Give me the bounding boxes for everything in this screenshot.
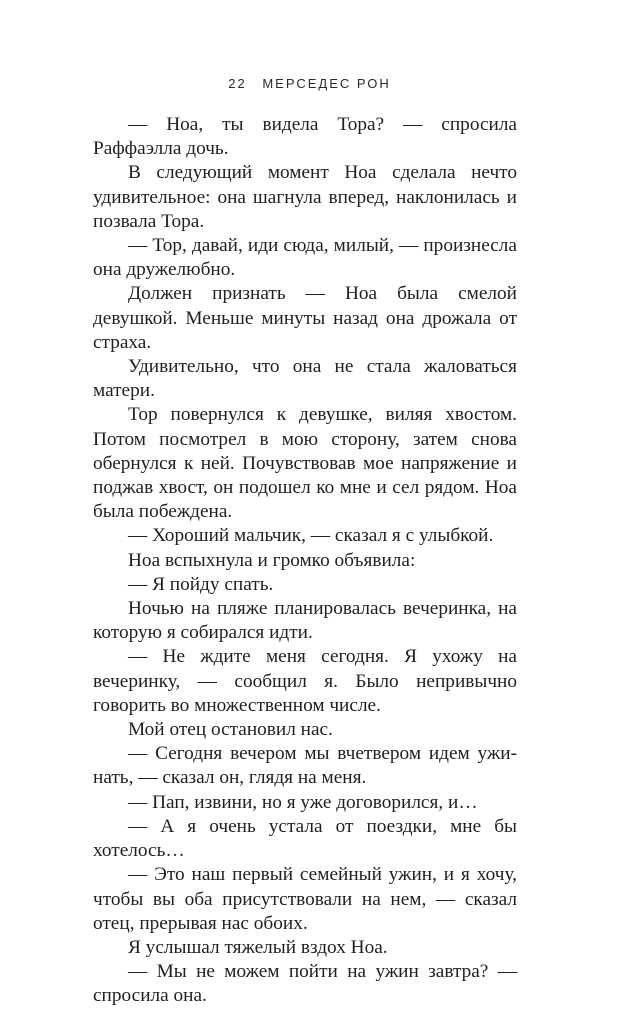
paragraph: Ноа вспыхнула и громко объявила: <box>128 549 416 571</box>
body-text <box>93 113 517 1009</box>
paragraph: Мой отец остановил нас. <box>128 719 333 741</box>
paragraph: — Сегодня вечером мы вчетвером идем ужинать, — сказал он, глядя на меня. <box>93 743 517 789</box>
author-name: МЕРСЕДЕС РОН <box>262 76 391 91</box>
paragraph: — Я пойду спать. <box>128 573 274 595</box>
paragraph: Ночью на пляже планировалась вечеринка, на которую я собирался идти. <box>93 598 517 644</box>
paragraph: Тор повернулся к девушке, виляя хвостом. Потом посмотрел в мою сторону, затем снова обернулся к ней. Почувствовав мое напряжение и поджав хвост, он подошел ко мне и сел рядом. Ноа была побеждена. <box>93 404 517 523</box>
page-number: 22 <box>228 76 247 91</box>
paragraph: Я услышал тяжелый вздох Ноа. <box>128 936 388 958</box>
paragraph: — Не ждите меня сегодня. Я ухожу на вечеринку, — сообщил я. Было непривычно говорить во множественном числе. <box>93 646 517 716</box>
paragraph: — Это наш первый семейный ужин, и я хочу, чтобы вы оба присутствовали на нем, — сказал отец, прерывая нас обоих. <box>93 864 517 934</box>
running-head <box>0 76 619 91</box>
paragraph: Должен признать — Ноа была смелой девушкой. Меньше минуты назад она дрожала от страха. <box>93 283 517 353</box>
paragraph: — Хороший мальчик, — сказал я с улыбкой. <box>128 525 494 547</box>
paragraph: — Мы не можем пойти на ужин завтра? — спросила она. <box>93 961 517 1007</box>
paragraph: — Тор, давай, иди сюда, милый, — произнесла она дружелюбно. <box>93 235 517 281</box>
paragraph: В следующий момент Ноа сделала нечто удивительное: она шагнула вперед, наклонилась и позвала Тора. <box>93 162 517 232</box>
paragraph: Удивительно, что она не стала жаловаться матери. <box>93 356 517 402</box>
paragraph: — А я очень устала от поездки, мне бы хотелось… <box>93 815 517 862</box>
paragraph: — Пап, извини, но я уже договорился, и… <box>128 791 478 813</box>
paragraph: — Ноа, ты видела Тора? — спросила Раффаэлла дочь. <box>93 114 517 160</box>
